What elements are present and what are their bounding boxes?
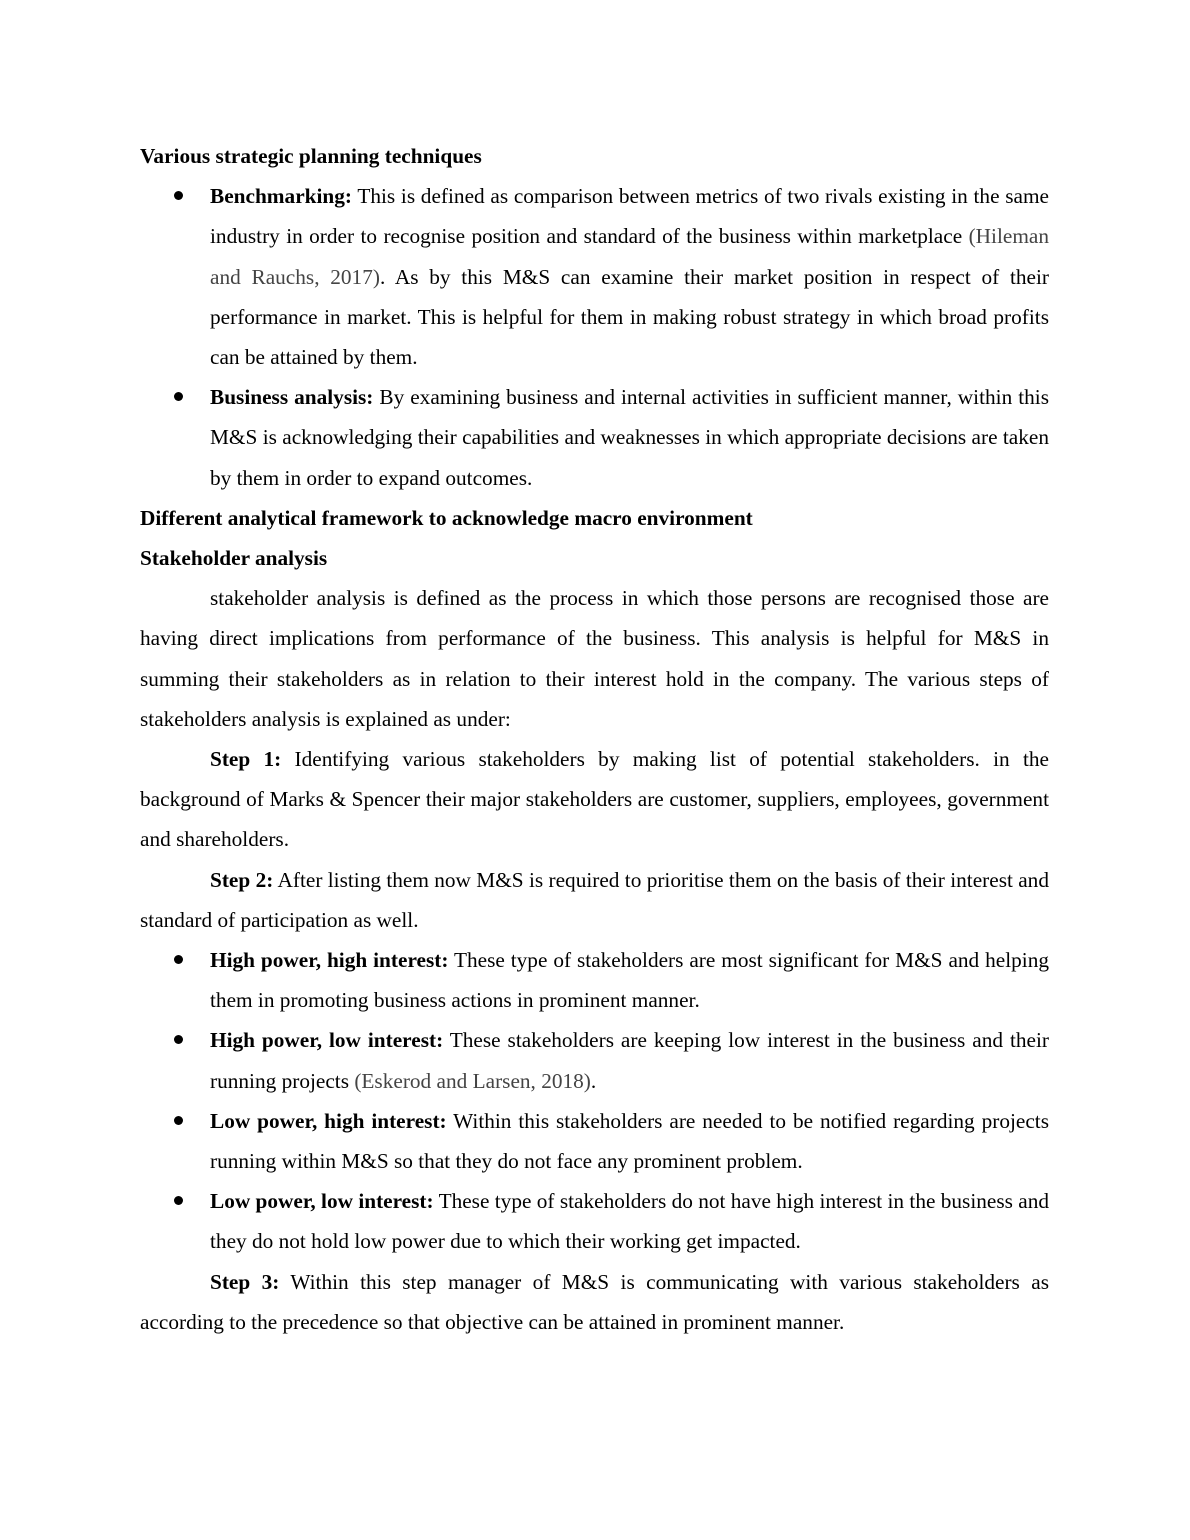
- stakeholder-intro-paragraph: stakeholder analysis is defined as the process in which those persons are recognised those are having direct implications from performance of the business. This analysis is helpful for M&S in summing their stakeholders as in relation to their interest hold in the company. The various steps of stakeholders analysis is explained as under:: [140, 586, 1049, 731]
- list-item-low-power-low-interest: [140, 1181, 1049, 1261]
- bullet-icon: [174, 1035, 183, 1044]
- step2-paragraph: [140, 860, 1049, 940]
- quadrant-text: These type of stakeholders are most significant for M&S and helping them in promoting business actions in prominent manner.: [210, 948, 1049, 1013]
- step2-text: After listing them now M&S is required to prioritise them on the basis of their interest and standard of participation as well.: [140, 867, 1049, 932]
- stakeholder-quadrant-list: [140, 940, 1049, 1262]
- document-page: [140, 136, 1049, 1342]
- bullet-icon: [174, 392, 183, 401]
- quadrant-text-cont: .: [590, 1068, 597, 1093]
- bullet-icon: [174, 191, 183, 200]
- citation-hileman: (Hileman and Rauchs, 2017): [210, 224, 1049, 289]
- section-heading-stakeholder-analysis: Stakeholder analysis: [140, 546, 328, 571]
- benchmarking-text: This is defined as comparison between metrics of two rivals existing in the same industry in order to recognise position and standard of the business within marketplace: [210, 184, 1049, 249]
- step3-text: Within this step manager of M&S is communicating with various stakeholders as according to the precedence so that objective can be attained in prominent manner.: [140, 1269, 1049, 1334]
- term-high-power-low-interest: High power, low interest:: [210, 1028, 444, 1053]
- list-item-low-power-high-interest: [140, 1101, 1049, 1181]
- strategic-techniques-list: [140, 176, 1049, 498]
- step3-label: Step 3:: [210, 1269, 280, 1294]
- step3-paragraph: [140, 1262, 1049, 1342]
- bullet-icon: [174, 955, 183, 964]
- quadrant-text: These type of stakeholders do not have high interest in the business and they do not hold low power due to which their working get impacted.: [210, 1189, 1049, 1254]
- term-low-power-high-interest: Low power, high interest:: [210, 1108, 447, 1133]
- benchmarking-text-cont: . As by this M&S can examine their market position in respect of their performance in market. This is helpful for them in making robust strategy in which broad profits can be attained by them.: [210, 264, 1049, 370]
- term-low-power-low-interest: Low power, low interest:: [210, 1189, 434, 1214]
- citation-eskerod: (Eskerod and Larsen, 2018): [354, 1068, 591, 1093]
- step1-label: Step 1:: [210, 747, 282, 772]
- bullet-icon: [174, 1116, 183, 1125]
- term-benchmarking: Benchmarking:: [210, 184, 352, 209]
- list-item-high-power-low-interest: [140, 1020, 1049, 1100]
- term-business-analysis: Business analysis:: [210, 385, 374, 410]
- step1-paragraph: [140, 739, 1049, 860]
- list-item-high-power-high-interest: [140, 940, 1049, 1020]
- section-heading-analytical-framework: Different analytical framework to acknowledge macro environment: [140, 505, 753, 530]
- term-high-power-high-interest: High power, high interest:: [210, 948, 449, 973]
- list-item-benchmarking: [140, 176, 1049, 377]
- quadrant-text: Within this stakeholders are needed to be notified regarding projects running within M&S so that they do not face any prominent problem.: [210, 1108, 1049, 1174]
- section-heading-strategic-planning: Various strategic planning techniques: [140, 144, 482, 168]
- business-analysis-text: By examining business and internal activities in sufficient manner, within this M&S is acknowledging their capabilities and weaknesses in which appropriate decisions are taken by them in order to expand outcomes.: [210, 385, 1049, 490]
- step2-label: Step 2:: [210, 867, 274, 892]
- bullet-icon: [174, 1196, 183, 1205]
- step1-text: Identifying various stakeholders by making list of potential stakeholders. in the background of Marks & Spencer their major stakeholders are customer, suppliers, employees, government and shareholders.: [140, 747, 1049, 852]
- list-item-business-analysis: [140, 377, 1049, 498]
- quadrant-text: These stakeholders are keeping low interest in the business and their running projects: [210, 1028, 1049, 1093]
